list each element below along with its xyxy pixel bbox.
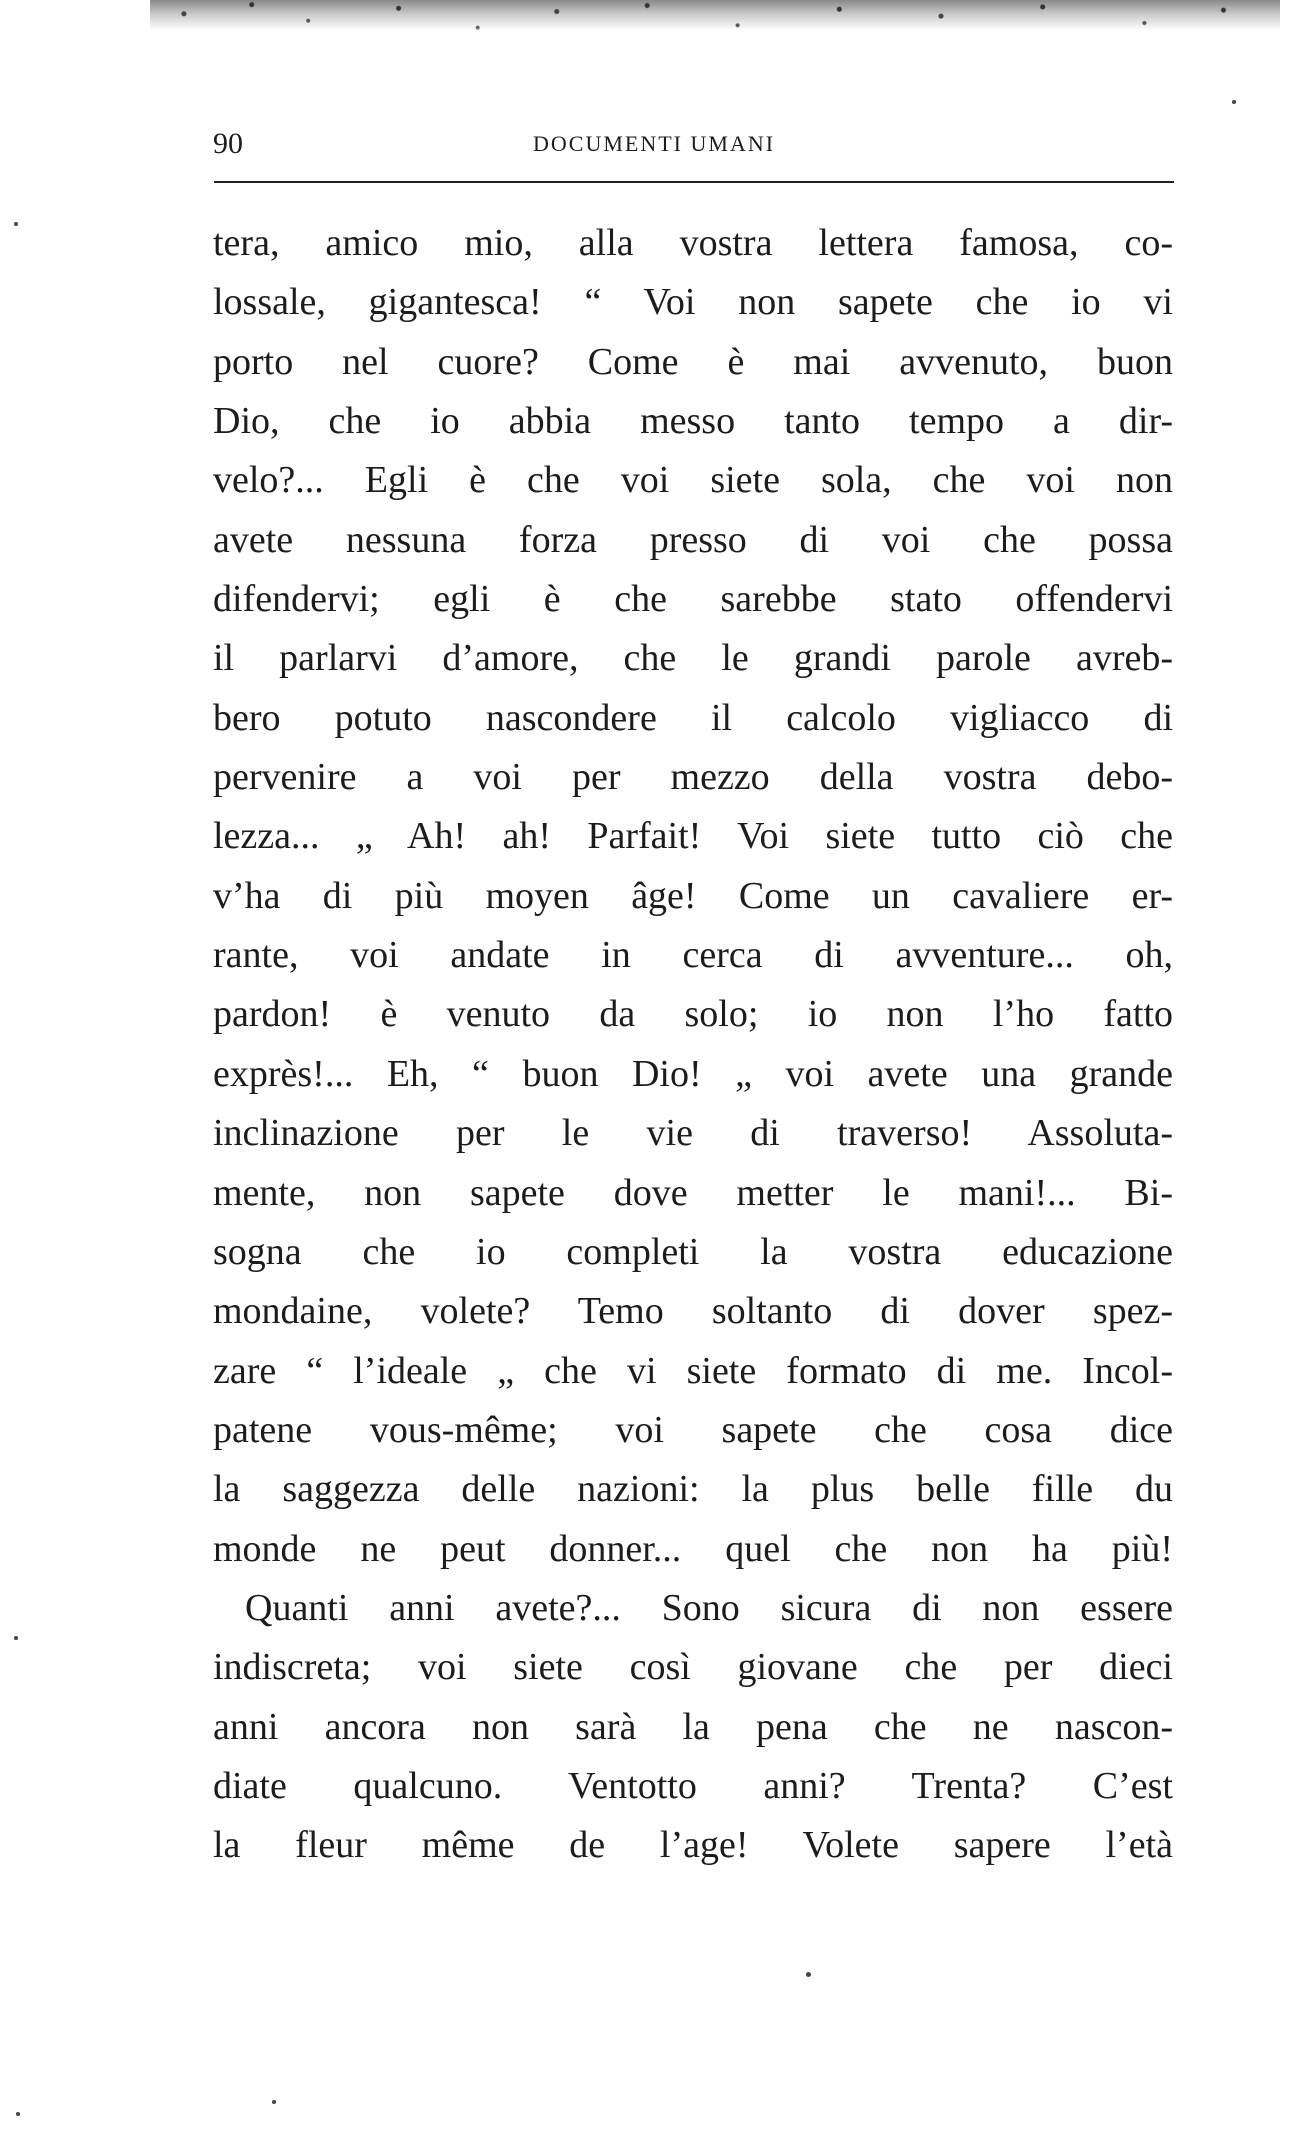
running-title: DOCUMENTI UMANI [533,131,776,156]
text-line: Dio, che io abbia messo tanto tempo a dir- [213,400,1173,443]
text-line: anni ancora non sarà la pena che ne nascon- [213,1705,1173,1748]
scan-speck [14,1636,18,1640]
text-line: avete nessuna forza presso di voi che possa [213,518,1173,561]
text-line: zare “ l’ideale „ che vi siete formato di me. Incol- [213,1349,1173,1392]
header-rule [214,181,1174,183]
text-line: indiscreta; voi siete così giovane che per dieci [213,1646,1173,1689]
text-line: lezza... „ Ah! ah! Parfait! Voi siete tutto ciò che [213,815,1173,858]
running-head [213,124,1213,164]
text-line: exprès!... Eh, “ buon Dio! „ voi avete una grande [213,1052,1173,1095]
scan-edge-noise [150,0,1280,46]
text-line: porto nel cuore? Come è mai avvenuto, buon [213,340,1173,383]
text-line: mente, non sapete dove metter le mani!... Bi- [213,1171,1173,1214]
body-text [213,214,1173,1876]
page-number: 90 [213,127,243,160]
text-line: diate qualcuno. Ventotto anni? Trenta? C’est [213,1764,1173,1807]
text-line: la fleur même de l’age! Volete sapere l’età [213,1824,1173,1867]
text-line: pervenire a voi per mezzo della vostra debo- [213,756,1173,799]
text-line: rante, voi andate in cerca di avventure... oh, [213,934,1173,977]
text-line: difendervi; egli è che sarebbe stato offendervi [213,578,1173,621]
text-line: Quanti anni avete?... Sono sicura di non essere [245,1586,1173,1629]
scan-speck [16,2112,20,2116]
text-line: sogna che io completi la vostra educazione [213,1230,1173,1273]
scan-speck [14,222,18,226]
text-line: pardon! è venuto da solo; io non l’ho fatto [213,993,1173,1036]
text-line: velo?... Egli è che voi siete sola, che voi non [213,459,1173,502]
scan-speck [1232,100,1236,104]
text-line: bero potuto nascondere il calcolo vigliacco di [213,696,1173,739]
text-line: tera, amico mio, alla vostra lettera famosa, co- [213,222,1173,264]
text-line: patene vous-même; voi sapete che cosa dice [213,1408,1173,1451]
text-line: mondaine, volete? Temo soltanto di dover spez- [213,1290,1173,1333]
text-line: v’ha di più moyen âge! Come un cavaliere er- [213,874,1173,917]
scan-speck [272,2100,276,2104]
text-line: il parlarvi d’amore, che le grandi parole avreb- [213,637,1173,680]
text-line: la saggezza delle nazioni: la plus belle fille du [213,1468,1173,1511]
text-line: lossale, gigantesca! “ Voi non sapete che io vi [213,281,1173,324]
scan-speck [806,1972,811,1977]
text-line: monde ne peut donner... quel che non ha più! [213,1527,1173,1570]
text-line: inclinazione per le vie di traverso! Assoluta- [213,1112,1173,1155]
